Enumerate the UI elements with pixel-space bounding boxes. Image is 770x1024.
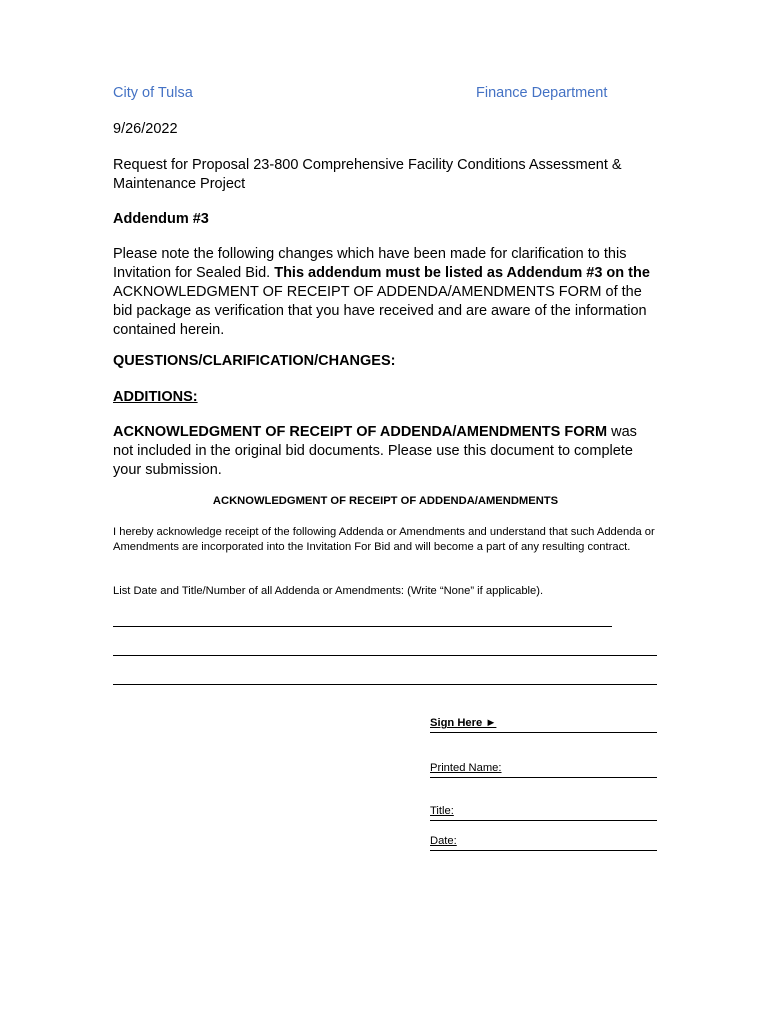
form-statement: I hereby acknowledge receipt of the following Addenda or Amendments and understand that such Addenda or Amendments are incorporated into the Invitation For Bid and will become a part of any resulting contract.	[113, 526, 655, 553]
ack-paragraph	[113, 423, 643, 480]
addendum-title: Addendum #3	[113, 211, 209, 227]
sign-here-field[interactable]	[430, 716, 657, 733]
intro-text-1: Please note the following changes which have been made for clarification to this Invitation for Sealed Bid.	[113, 246, 627, 281]
title-label: Title:	[430, 805, 454, 817]
intro-paragraph	[113, 245, 658, 340]
questions-heading: QUESTIONS/CLARIFICATION/CHANGES:	[113, 353, 396, 369]
date-label: Date:	[430, 835, 457, 847]
title-field[interactable]	[430, 804, 657, 821]
form-title: ACKNOWLEDGMENT OF RECEIPT OF ADDENDA/AMENDMENTS	[212, 495, 559, 507]
ack-paragraph-bold: ACKNOWLEDGMENT OF RECEIPT OF ADDENDA/AMENDMENTS FORM	[113, 424, 608, 440]
rfp-title: Request for Proposal 23-800 Comprehensive Facility Conditions Assessment & Maintenance Project	[113, 157, 622, 192]
addenda-entry-line-3[interactable]	[113, 684, 657, 685]
additions-heading: ADDITIONS:	[113, 389, 198, 405]
intro-bold: This addendum must be listed as Addendum #3 on the	[274, 265, 650, 281]
printed-name-label: Printed Name:	[430, 762, 502, 774]
header-department: Finance Department	[476, 85, 608, 101]
ack-paragraph-text: was not included in the original bid documents. Please use this document to complete your submission.	[113, 424, 637, 478]
addenda-entry-line-1[interactable]	[113, 626, 612, 627]
header-city: City of Tulsa	[113, 85, 193, 101]
document-date: 9/26/2022	[113, 121, 178, 137]
addenda-entry-line-2[interactable]	[113, 655, 657, 656]
intro-text-2: ACKNOWLEDGMENT OF RECEIPT OF ADDENDA/AMENDMENTS FORM of the bid package as verification that you have received and are aware of the information contained herein.	[113, 284, 647, 338]
date-field[interactable]	[430, 834, 657, 851]
printed-name-field[interactable]	[430, 761, 657, 778]
list-instruction: List Date and Title/Number of all Addenda or Amendments: (Write “None” if applicable).	[113, 585, 544, 597]
sign-here-label: Sign Here ►	[430, 717, 497, 729]
